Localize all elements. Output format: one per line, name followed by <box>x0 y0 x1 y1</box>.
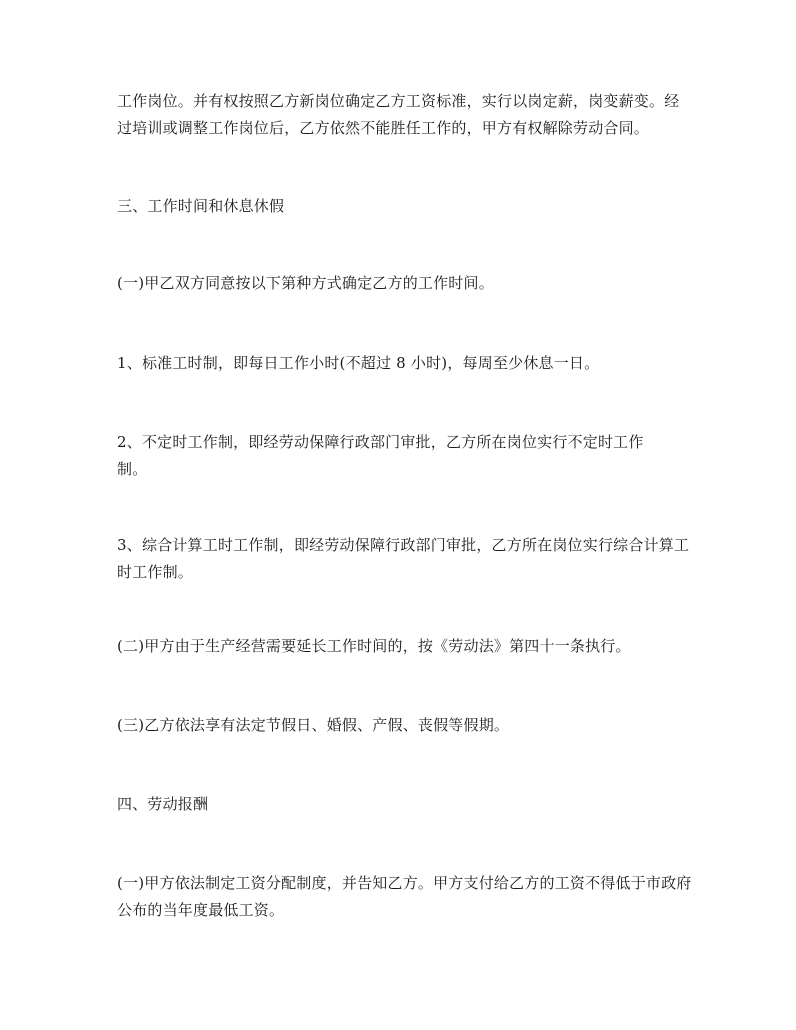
paragraph-standard-hours: 1、标准工时制，即每日工作小时(不超过 8 小时)，每周至少休息一日。 <box>117 354 600 372</box>
paragraph-job-position: 工作岗位。并有权按照乙方新岗位确定乙方工资标准，实行以岗定薪，岗变薪变。经过培训或调整工作岗位后，乙方依然不能胜任工作的，甲方有权解除劳动合同。 <box>117 92 680 137</box>
heading-work-time: 三、工作时间和休息休假 <box>117 197 285 215</box>
paragraph-overtime: (二)甲方由于生产经营需要延长工作时间的，按《劳动法》第四十一条执行。 <box>117 637 631 655</box>
heading-labor-remuneration: 四、劳动报酬 <box>117 795 209 813</box>
paragraph-wage-system: (一)甲方依法制定工资分配制度，并告知乙方。甲方支付给乙方的工资不得低于市政府公布的当年度最低工资。 <box>117 874 692 919</box>
paragraph-work-time-agreement: (一)甲乙双方同意按以下第种方式确定乙方的工作时间。 <box>117 274 494 292</box>
paragraph-holidays: (三)乙方依法享有法定节假日、婚假、产假、丧假等假期。 <box>117 716 510 734</box>
paragraph-flexible-hours: 2、不定时工作制，即经劳动保障行政部门审批，乙方所在岗位实行不定时工作制。 <box>117 433 644 478</box>
paragraph-comprehensive-hours: 3、综合计算工时工作制，即经劳动保障行政部门审批，乙方所在岗位实行综合计算工时工作制。 <box>117 536 690 581</box>
